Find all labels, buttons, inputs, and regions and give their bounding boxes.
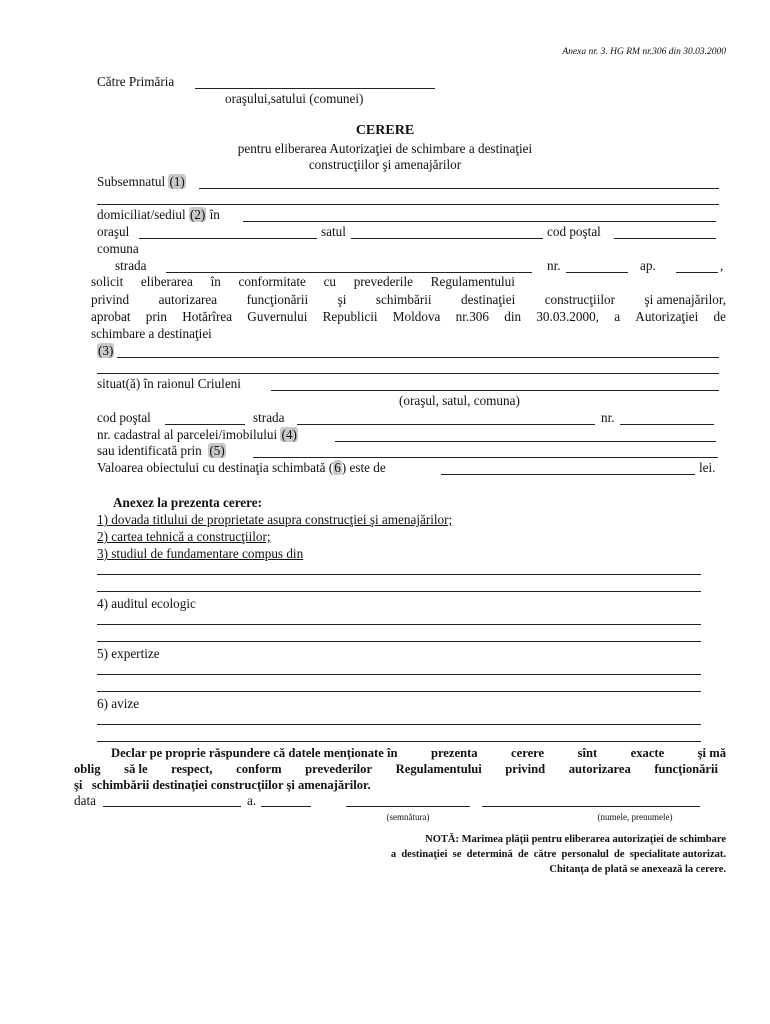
data-input-line[interactable]: [103, 806, 241, 807]
marker-2: (2): [189, 207, 206, 222]
comma: ,: [720, 258, 724, 273]
annex-reference: Anexa nr. 3. HG RM nr.306 din 30.03.2000: [562, 47, 726, 57]
page-title: CERERE: [355, 123, 415, 138]
year-input-line[interactable]: [261, 806, 311, 807]
solicit-line-2: privind autorizarea funcţionării şi schimbării destinaţiei construcţiilor şi amenajărilor,: [91, 292, 726, 307]
annex-4-input-line-2[interactable]: [97, 641, 701, 642]
subtitle-line-1: pentru eliberarea Autorizaţiei de schimbare a destinaţiei: [237, 141, 533, 156]
marker-3-wrap: [97, 343, 114, 359]
subsemnatul-label: Subsemnatul (1): [97, 174, 185, 189]
name-caption: (numele, prenumele): [597, 812, 673, 822]
note-line-3: Chitanţa de plată se anexează la cerere.: [549, 864, 726, 875]
strada-2-input-line[interactable]: [297, 424, 595, 425]
solicit-line-3: aprobat prin Hotărîrea Guvernului Republicii Moldova nr.306 din 30.03.2000, a Autorizaţiei de: [91, 309, 726, 324]
annex-item-5: 5) expertize: [97, 646, 160, 661]
primaria-input-line[interactable]: [195, 88, 435, 89]
situat-sublabel: (oraşul, satul, comuna): [399, 393, 520, 408]
comuna-label: comuna: [97, 241, 139, 256]
note-line-2: a destinaţiei se determină de către personalul de specialitate autorizat.: [390, 849, 726, 860]
situat-label: situat(ă) în raionul Criuleni: [97, 376, 241, 391]
cod-postal-2-label: cod poştal: [97, 410, 151, 425]
annex-item-4: 4) auditul ecologic: [97, 596, 196, 611]
addressee-sublabel: oraşului,satului (comunei): [225, 91, 364, 106]
ap-label: ap.: [640, 258, 656, 273]
annex-4-input-line-1[interactable]: [97, 624, 701, 625]
addressee-label: Către Primăria: [97, 74, 175, 89]
marker-1: (1): [169, 174, 185, 189]
data-label: data: [74, 793, 96, 808]
subtitle-line-2: construcţiilor şi amenajărilor: [308, 157, 462, 172]
identificata-label: sau identificată prin (5): [97, 443, 225, 458]
nr-label: nr.: [547, 258, 561, 273]
annex-item-2: 2) cartea tehnică a construcţiilor;: [97, 529, 271, 544]
nr-2-label: nr.: [601, 410, 615, 425]
strada-label: strada: [115, 258, 147, 273]
signature-caption: (semnătura): [386, 812, 430, 822]
annex-6-input-line-1[interactable]: [97, 724, 701, 725]
annex-item-1: 1) dovada titlului de proprietate asupra construcţiei şi amenajărilor;: [97, 512, 453, 527]
signature-input-line[interactable]: [346, 806, 470, 807]
destinatia-input-line-2[interactable]: [97, 373, 719, 374]
name-input-line[interactable]: [482, 806, 700, 807]
nr-input-line[interactable]: [566, 272, 628, 273]
ap-input-line[interactable]: [676, 272, 718, 273]
cod-postal-2-input-line[interactable]: [165, 424, 245, 425]
annex-6-input-line-2[interactable]: [97, 741, 701, 742]
annex-5-input-line-2[interactable]: [97, 691, 701, 692]
note-line-1: NOTĂ: Marimea plăţii pentru eliberarea autorizaţiei de schimbare: [425, 834, 726, 845]
strada-input-line[interactable]: [166, 272, 532, 273]
cod-postal-input-line[interactable]: [614, 238, 716, 239]
marker-5: (5): [209, 443, 225, 458]
orasul-input-line[interactable]: [139, 238, 317, 239]
cod-postal-label: cod poştal: [547, 224, 601, 239]
lei-label: lei.: [699, 460, 716, 475]
solicit-line-1: solicit eliberarea în conformitate cu prevederile Regulamentului: [91, 274, 515, 289]
domiciliat-label: domiciliat/sediul (2) în: [97, 207, 220, 222]
declaration-line-1: Declar pe proprie răspundere că datele menţionate în prezenta cerere sînt exacte şi mă: [111, 746, 726, 760]
annex-item-3: 3) studiul de fundamentare compus din: [97, 546, 304, 561]
marker-6: 6: [334, 460, 341, 475]
subsemnatul-input-line-2[interactable]: [97, 204, 719, 205]
satul-input-line[interactable]: [351, 238, 543, 239]
solicit-line-4: schimbare a destinaţiei: [91, 326, 212, 341]
annex-item-6: 6) avize: [97, 696, 140, 711]
marker-4: (4): [281, 427, 297, 442]
domiciliat-input-line[interactable]: [243, 221, 716, 222]
valoarea-label: Valoarea obiectului cu destinaţia schimbată (6) este de: [97, 460, 386, 475]
satul-label: satul: [321, 224, 346, 239]
nr-2-input-line[interactable]: [620, 424, 714, 425]
cadastral-label: nr. cadastral al parcelei/imobilului (4): [97, 427, 297, 442]
cadastral-input-line[interactable]: [335, 441, 716, 442]
annex-5-input-line-1[interactable]: [97, 674, 701, 675]
declaration-line-3: şi schimbării destinaţiei construcţiilor şi amenajărilor.: [74, 778, 371, 792]
annexes-heading: Anexez la prezenta cerere:: [113, 495, 263, 510]
destinatia-input-line[interactable]: [117, 357, 719, 358]
marker-3: (3): [98, 343, 114, 358]
valoarea-input-line[interactable]: [441, 474, 695, 475]
annex-3-input-line-1[interactable]: [97, 574, 701, 575]
orasul-label: oraşul: [97, 224, 130, 239]
situat-input-line[interactable]: [271, 390, 719, 391]
a-label: a.: [247, 793, 257, 808]
identificata-input-line[interactable]: [253, 457, 718, 458]
subsemnatul-input-line[interactable]: [199, 188, 719, 189]
annex-3-input-line-2[interactable]: [97, 591, 701, 592]
strada-2-label: strada: [253, 410, 285, 425]
declaration-line-2: oblig să le respect, conform prevederilor Regulamentului privind autorizarea funcţionării: [74, 762, 718, 776]
